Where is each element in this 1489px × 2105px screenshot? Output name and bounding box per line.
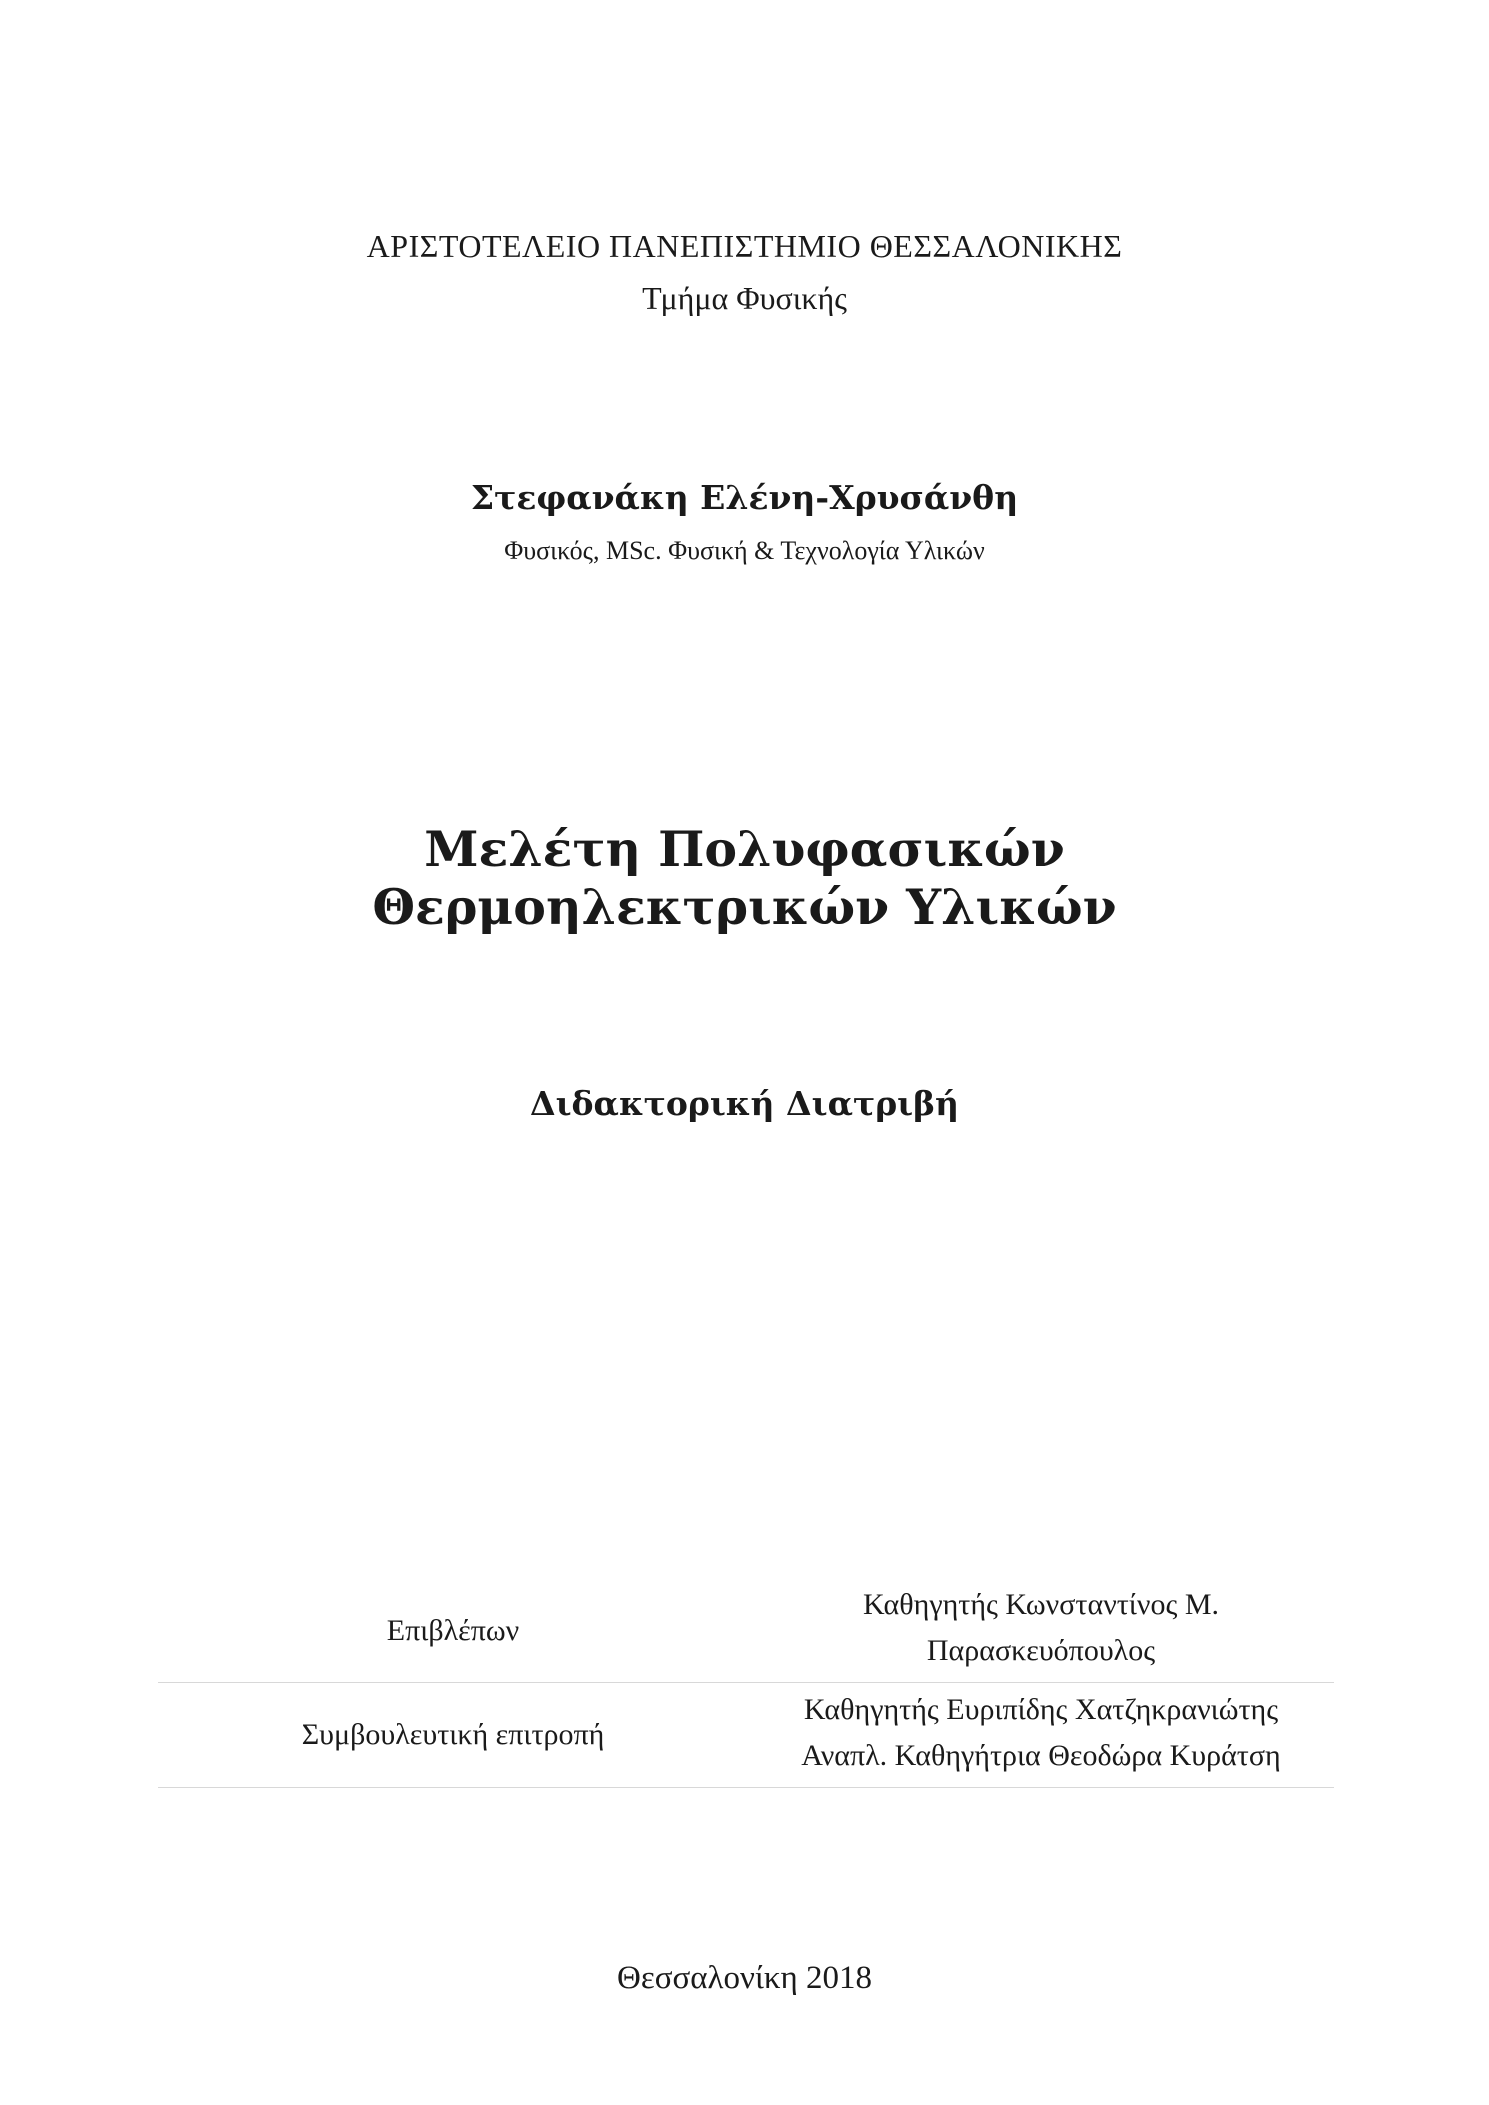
university-name: ΑΡΙΣΤΟΤΕΛΕΙΟ ΠΑΝΕΠΙΣΤΗΜΙΟ ΘΕΣΣΑΛΟΝΙΚΗΣ — [366, 228, 1123, 264]
place-and-year: Θεσσαλονίκη 2018 — [617, 1960, 872, 1996]
department-name: Τμήμα Φυσικής — [642, 280, 847, 316]
committee-table — [158, 1580, 1334, 1788]
committee-row-advisory — [158, 1683, 1334, 1788]
supervisor-role-label: Επιβλέπων — [386, 1614, 520, 1647]
thesis-title-line-2: Θερμοηλεκτρικών Υλικών — [372, 878, 1117, 936]
advisory-member-2: Αναπλ. Καθηγήτρια Θεοδώρα Κυράτση — [801, 1739, 1281, 1772]
advisory-members — [748, 1683, 1334, 1787]
advisory-member-1: Καθηγητής Ευριπίδης Χατζηκρανιώτης — [803, 1693, 1279, 1726]
advisory-role-label: Συμβουλευτική επιτροπή — [301, 1718, 605, 1751]
thesis-type: Διδακτορική Διατριβή — [529, 1084, 960, 1123]
thesis-title-line-1: Μελέτη Πολυφασικών — [424, 820, 1065, 878]
supervisor-member-line-2: Παρασκευόπουλος — [926, 1634, 1156, 1667]
author-credentials: Φυσικός, MSc. Φυσική & Τεχνολογία Υλικών — [504, 536, 985, 565]
author-name: Στεφανάκη Ελένη-Χρυσάνθη — [470, 478, 1019, 517]
committee-row-supervisor — [158, 1580, 1334, 1683]
supervisor-member-line-1: Καθηγητής Κωνσταντίνος Μ. — [862, 1588, 1219, 1621]
supervisor-members — [748, 1580, 1334, 1682]
